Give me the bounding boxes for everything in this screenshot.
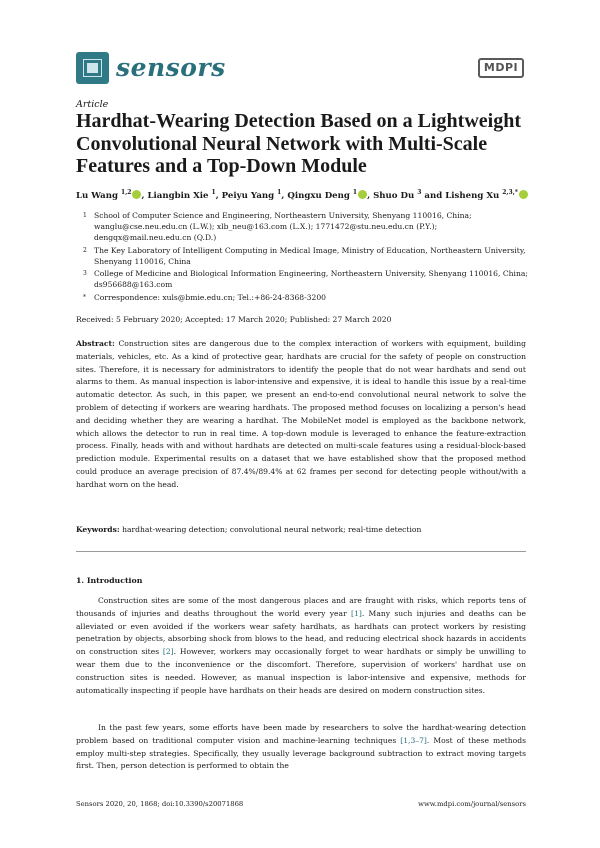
author-affiliation-mark: 1,2	[121, 189, 132, 196]
keywords-text: hardhat-wearing detection; convolutional neural network; real-time detection	[122, 525, 422, 534]
keywords	[76, 524, 526, 537]
abstract-text: Construction sites are dangerous due to the complex interaction of workers with equipment, building materials, vehicles, etc. As a kind of protective gear, hardhats are crucial for the safety of people on construction sites. Therefore, it is necessary for administrators to identify the people that do not wear hardhats and send out alarms to them. As manual inspection is labor-intensive and expensive, it is ideal to handle this issue by a real-time automatic detector. As such, in this paper, we present an end-to-end convolutional neural network to solve the problem of detecting if workers are wearing hardhats. The proposed method focuses on localizing a person's head and deciding whether they are wearing a hardhat. The MobileNet model is employed as the backbone network, which allows the detector to run in real time. A top-down module is leveraged to enhance the feature-extraction process. Finally, heads with and without hardhats are detected on multi-scale features using a residual-block-based prediction module. Experimental results on a dataset that we have established show that the proposed method could produce an average precision of 87.4%/89.4% at 62 frames per second for detecting people without/with a hardhat worn on the head.	[76, 339, 526, 489]
publication-dates: Received: 5 February 2020; Accepted: 17 March 2020; Published: 27 March 2020	[76, 315, 392, 324]
body-paragraph: In the past few years, some efforts have been made by researchers to solve the hardhat-wearing detection problem based on traditional computer vision and machine-learning techniques [1,3–7]. Most of these methods employ multi-step strategies. Specifically, they usually leverage background subtraction to extract moving targets first. Then, person detection is performed to obtain the	[76, 723, 526, 771]
author-affiliation-mark: 1	[277, 189, 282, 196]
body-paragraph: Construction sites are some of the most dangerous places and are fraught with risks, which reports tens of thousands of injuries and deaths throughout the world every year [1]. Many such injuries and deaths can be alleviated or even avoided if the workers wear safety hardhats, as hardhats can protect workers by resisting penetration by objects, absorbing shock from blows to the head, and reducing electrical shock hazards in accidents on construction sites [2]. However, workers may occasionally forget to wear hardhats or simply be unwilling to wear them due to the inconvenience or the discomfort. Therefore, supervision of workers' hardhat use on construction sites is needed. However, as manual inspection is labor-intensive and expensive, methods for automatically inspecting if people have hardhats on their heads are desired on modern construction sites.	[76, 596, 527, 695]
correspondence: * Correspondence: xuls@bmie.edu.cn; Tel.:+86-24-8368-3200	[83, 293, 326, 302]
footer-citation: Sensors 2020, 20, 1868; doi:10.3390/s20071868	[76, 800, 244, 808]
article-type: Article	[76, 99, 109, 110]
affiliation: 2 The Key Laboratory of Intelligent Computing in Medical Image, Ministry of Education, Northeastern University, Shenyang 110016, China	[83, 246, 526, 266]
orcid-icon[interactable]	[358, 190, 367, 199]
author-name: Peiyu Yang	[221, 190, 275, 201]
orcid-icon[interactable]	[132, 190, 141, 199]
orcid-icon[interactable]	[519, 190, 528, 199]
paper-title: Hardhat-Wearing Detection Based on a Lightweight Convolutional Neural Network with Multi-Scale Features and a Top-Down Module	[76, 110, 521, 177]
author-name: Lisheng Xu	[445, 190, 500, 201]
affiliation: 1 School of Computer Science and Engineering, Northeastern University, Shenyang 110016, China; wanglu@cse.neu.edu.cn (L.W.); xlb_neu@163.com (L.X.); 1771472@stu.neu.edu.cn (P.Y.); dengqx@mail.neu.edu.cn (Q.D.)	[83, 211, 472, 242]
author-list: Lu Wang $^{1,2}$ , Liangbin Xie $^1$, Peiyu Yang $^1$, Qingxu Deng $^1$ , Shuo Du $^3$ and Lisheng Xu $^{2,3,*}$	[76, 189, 536, 201]
author-affiliation-mark: 1	[211, 189, 216, 196]
author-name: Lu Wang	[76, 190, 119, 201]
citation-link[interactable]: [2]	[162, 647, 174, 657]
author-affiliation-mark: 3	[417, 189, 422, 196]
author-name: Shuo Du	[373, 190, 415, 201]
section-heading: 1. Introduction	[76, 576, 143, 585]
author-name: Qingxu Deng	[287, 190, 350, 201]
journal-name: sensors	[116, 53, 226, 82]
author-affiliation-mark: 1	[352, 189, 358, 196]
citation-link[interactable]: [1]	[351, 608, 362, 618]
citation-link[interactable]: [1,3–7]	[400, 735, 427, 745]
divider	[76, 551, 526, 552]
footer-journal-url[interactable]: www.mdpi.com/journal/sensors	[418, 800, 526, 808]
abstract-label: Abstract:	[76, 339, 115, 348]
author-affiliation-mark: 2,3,*	[502, 189, 518, 196]
keywords-label: Keywords:	[76, 525, 120, 534]
journal-logo-icon	[76, 52, 109, 84]
abstract	[76, 338, 526, 492]
affiliation: 3 College of Medicine and Biological Information Engineering, Northeastern University, Shenyang 110016, China; ds956688@163.com	[83, 269, 528, 289]
publisher-logo: MDPI	[478, 58, 524, 78]
author-name: Liangbin Xie	[147, 190, 209, 201]
